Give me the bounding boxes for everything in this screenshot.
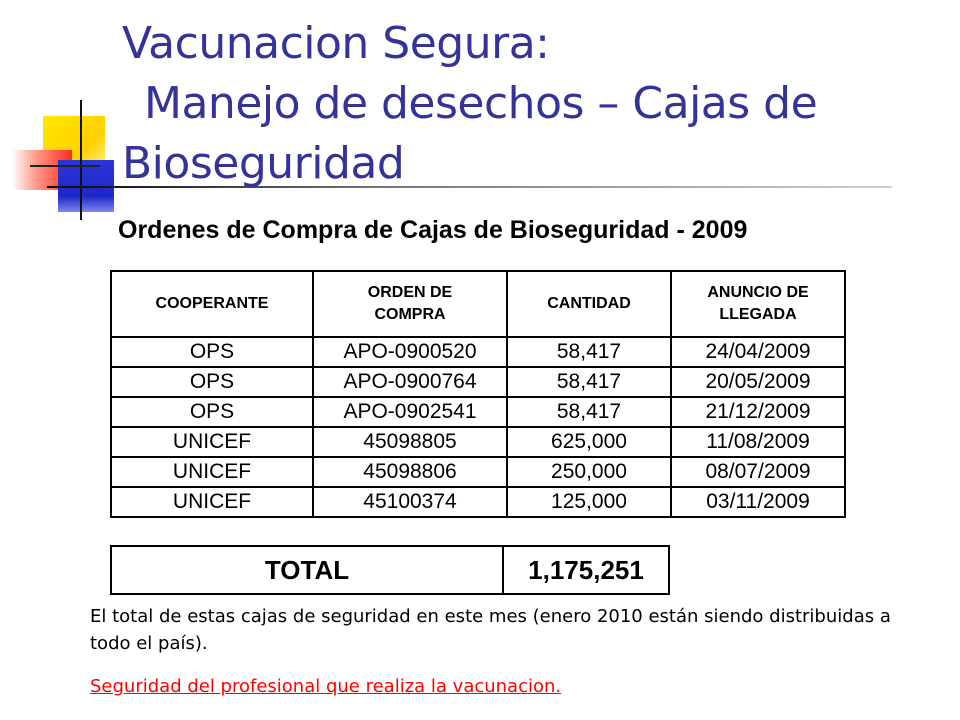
table-row bbox=[111, 487, 845, 517]
cell-cooperante: UNICEF bbox=[111, 427, 313, 457]
cell-llegada: 24/04/2009 bbox=[671, 337, 845, 367]
cell-cantidad: 58,417 bbox=[507, 367, 671, 397]
title-line-3: Bioseguridad bbox=[122, 138, 405, 189]
total-row bbox=[111, 546, 669, 594]
purchase-orders-table bbox=[110, 270, 846, 518]
slide-title bbox=[122, 14, 942, 194]
distribution-note: El total de estas cajas de seguridad en este mes (enero 2010 están siendo distribuidas a todo el país). bbox=[90, 606, 891, 654]
table-row bbox=[111, 397, 845, 427]
vertical-rule-decoration bbox=[80, 100, 82, 220]
cell-llegada: 08/07/2009 bbox=[671, 457, 845, 487]
table-row bbox=[111, 427, 845, 457]
cell-orden: 45098806 bbox=[313, 457, 507, 487]
short-rule-decoration bbox=[30, 165, 100, 167]
total-label: TOTAL bbox=[111, 546, 503, 594]
cell-cantidad: 250,000 bbox=[507, 457, 671, 487]
cell-cantidad: 125,000 bbox=[507, 487, 671, 517]
header-cantidad: CANTIDAD bbox=[507, 271, 671, 337]
header-orden-de-compra: ORDEN DE COMPRA bbox=[313, 271, 507, 337]
cell-orden: APO-0900764 bbox=[313, 367, 507, 397]
corner-decoration bbox=[0, 0, 130, 230]
title-line-2: Manejo de desechos – Cajas de bbox=[144, 78, 818, 129]
cell-cooperante: OPS bbox=[111, 397, 313, 427]
cell-cooperante: UNICEF bbox=[111, 487, 313, 517]
cell-llegada: 21/12/2009 bbox=[671, 397, 845, 427]
table-header-row bbox=[111, 271, 845, 337]
cell-llegada: 11/08/2009 bbox=[671, 427, 845, 457]
cell-orden: APO-0900520 bbox=[313, 337, 507, 367]
table-row bbox=[111, 337, 845, 367]
safety-link[interactable]: Seguridad del profesional que realiza la vacunacion. bbox=[90, 676, 562, 697]
cell-orden: 45098805 bbox=[313, 427, 507, 457]
cell-orden: APO-0902541 bbox=[313, 397, 507, 427]
table-row bbox=[111, 457, 845, 487]
cell-cantidad: 58,417 bbox=[507, 337, 671, 367]
cell-cooperante: OPS bbox=[111, 337, 313, 367]
header-anuncio-de-llegada: ANUNCIO DE LLEGADA bbox=[671, 271, 845, 337]
cell-llegada: 03/11/2009 bbox=[671, 487, 845, 517]
cell-cantidad: 625,000 bbox=[507, 427, 671, 457]
cell-orden: 45100374 bbox=[313, 487, 507, 517]
title-line-1: Vacunacion Segura: bbox=[122, 18, 550, 69]
header-cooperante: COOPERANTE bbox=[111, 271, 313, 337]
table-row bbox=[111, 367, 845, 397]
cell-llegada: 20/05/2009 bbox=[671, 367, 845, 397]
total-table bbox=[110, 545, 670, 595]
cell-cooperante: UNICEF bbox=[111, 457, 313, 487]
cell-cantidad: 58,417 bbox=[507, 397, 671, 427]
total-value: 1,175,251 bbox=[503, 546, 669, 594]
cell-cooperante: OPS bbox=[111, 367, 313, 397]
table-caption: Ordenes de Compra de Cajas de Bioseguridad - 2009 bbox=[118, 216, 748, 244]
